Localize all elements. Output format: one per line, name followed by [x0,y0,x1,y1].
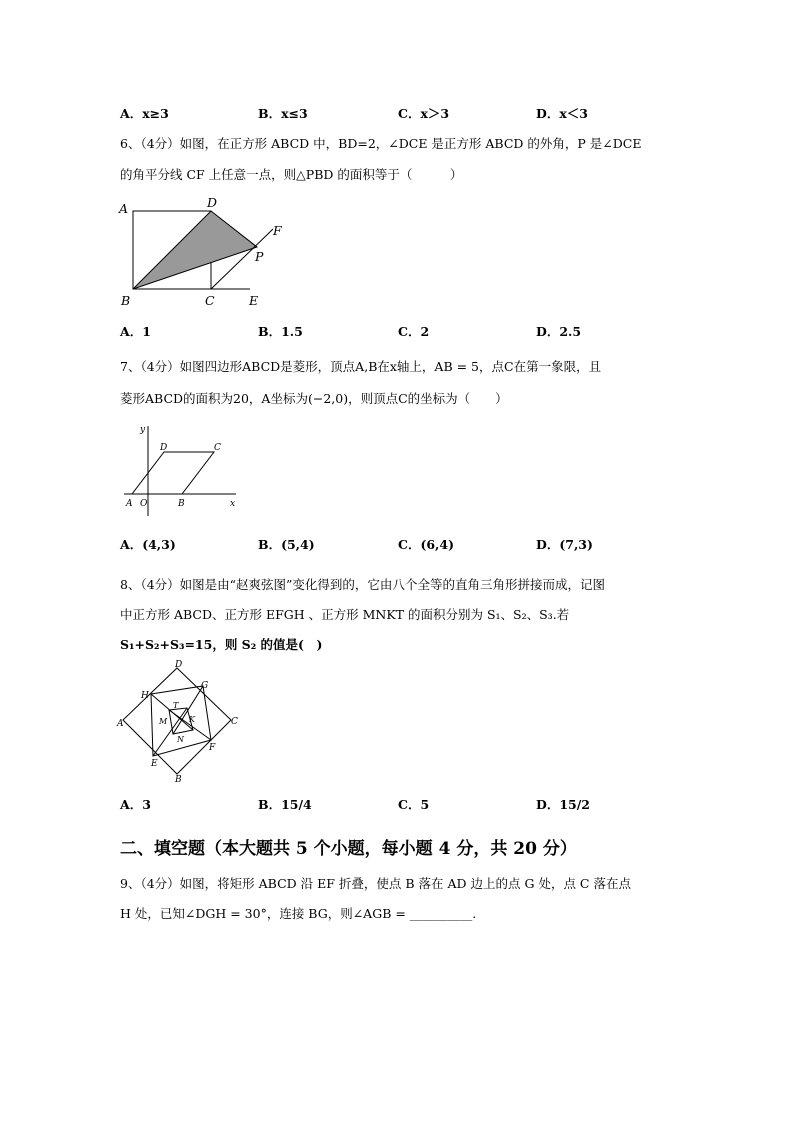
svg-text:F: F [209,743,216,753]
svg-text:C: C [214,443,221,453]
q5-option-d: D．x＜3 [536,106,588,121]
svg-text:C: C [231,717,238,727]
q7-text-1: 7、（4分）如图四边形ABCD是菱形，顶点A,B在x轴上，AB = 5，点C在第一象限，且 [120,359,602,374]
svg-text:T: T [173,701,179,710]
q7-text-2: 菱形ABCD的面积为20，A坐标为(−2,0)，则顶点C的坐标为（ ） [120,391,508,406]
q8-option-a: A．3 [120,797,151,812]
svg-text:M: M [159,717,168,726]
q8-text-1: 8、（4分）如图是由“赵爽弦图”变化得到的，它由八个全等的直角三角形拼接而成，记图 [120,577,605,592]
label-d: D [207,195,218,210]
label-e: E [249,293,259,308]
q8-text-3: S₁+S₂+S₃=15，则 S₂ 的值是( ) [120,637,323,652]
label-f: F [273,223,282,238]
svg-text:A: A [117,719,124,729]
q9-text-1: 9、（4分）如图，将矩形 ABCD 沿 EF 折叠，使点 B 落在 AD 边上的点 G 处，点 C 落在点 [120,876,631,891]
q8-option-b: B．15/4 [258,797,312,812]
q7-figure [118,422,243,520]
svg-text:E: E [151,759,158,769]
svg-text:D: D [160,443,168,453]
q8-option-d: D．15/2 [536,797,590,812]
svg-text:x: x [230,499,236,509]
label-a: A [119,201,129,216]
label-b: B [121,293,131,308]
q7-option-b: B．(5,4) [258,537,315,552]
q6-text-1: 6、（4分）如图，在正方形 ABCD 中，BD=2，∠DCE 是正方形 ABCD 的外角，P 是∠DCE [120,136,642,151]
q5-option-c: C．x＞3 [398,106,450,121]
q6-option-b: B．1.5 [258,324,303,339]
svg-text:H: H [141,691,149,701]
q6-option-a: A．1 [120,324,151,339]
section-heading: 二、填空题（本大题共 5 个小题，每小题 4 分，共 20 分） [120,839,577,859]
svg-text:A: A [126,499,133,509]
svg-text:N: N [177,735,184,744]
q6-figure [115,195,295,313]
q5-option-b: B．x≤3 [258,106,308,121]
svg-text:y: y [140,425,146,435]
label-c: C [205,293,215,308]
svg-text:D: D [175,660,183,670]
q8-text-2: 中正方形 ABCD、正方形 EFGH 、正方形 MNKT 的面积分别为 S₁、S₂、S₃.若 [120,607,570,622]
q6-option-d: D．2.5 [536,324,582,339]
q7-option-d: D．(7,3) [536,537,593,552]
svg-text:G: G [201,681,209,691]
svg-text:B: B [175,775,182,783]
q9-text-2: H 处，已知∠DGH = 30°，连接 BG，则∠AGB = __________. [120,906,477,921]
q6-option-c: C．2 [398,324,430,339]
q8-figure [115,658,245,783]
label-p: P [255,249,264,264]
q7-option-c: C．(6,4) [398,537,455,552]
q7-option-a: A．(4,3) [120,537,176,552]
q5-option-a: A．x≥3 [120,106,169,121]
svg-text:O: O [140,499,148,509]
q6-text-2: 的角平分线 CF 上任意一点，则△PBD 的面积等于（ ） [120,167,463,182]
svg-text:K: K [189,715,195,724]
q8-option-c: C．5 [398,797,430,812]
svg-text:B: B [178,499,185,509]
